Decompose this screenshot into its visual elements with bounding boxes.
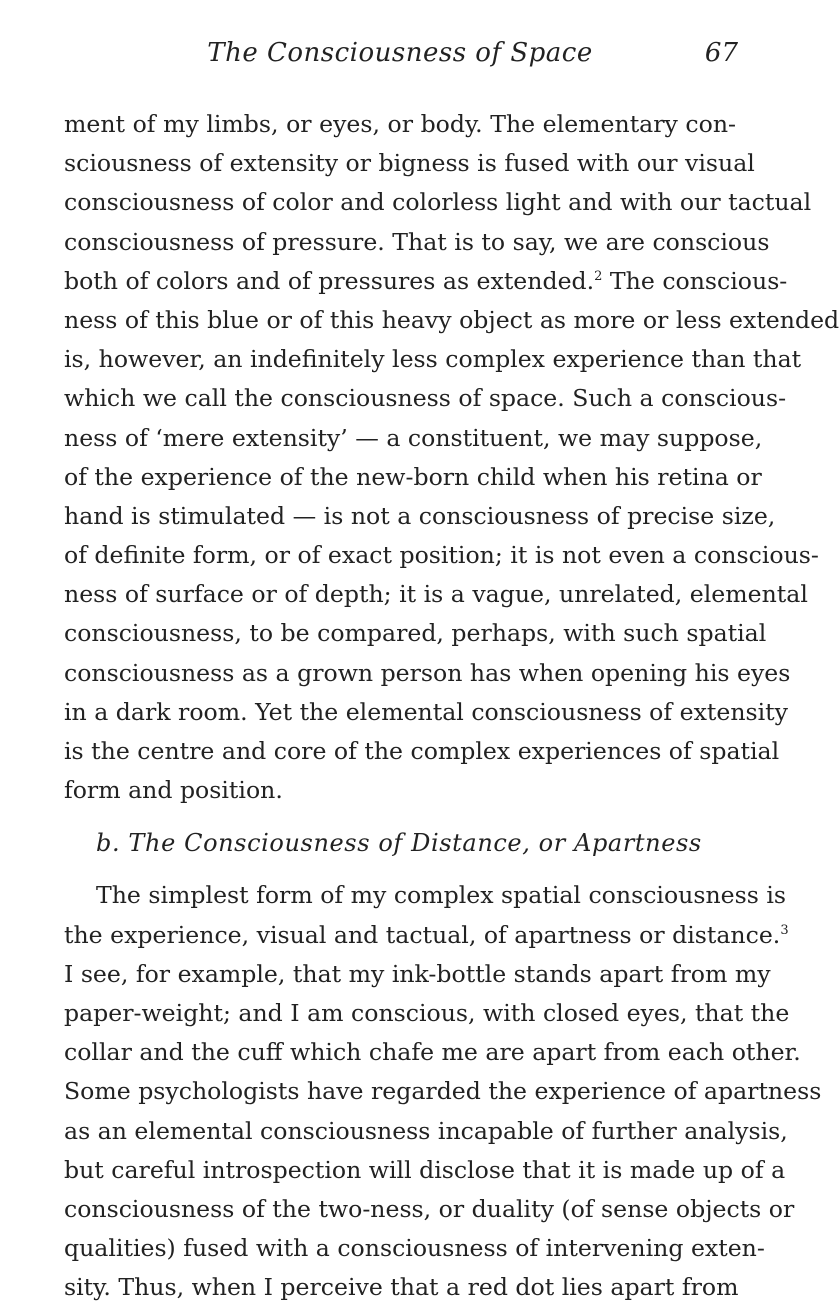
text-line: sciousness of extensity or bigness is fused with our visual: [64, 149, 755, 178]
text-line: paper-weight; and I am conscious, with closed eyes, that the: [64, 998, 790, 1027]
text-line: hand is stimulated — is not a consciousness of precise size,: [64, 501, 776, 530]
page-header: [0, 38, 800, 78]
text-fragment: the experience, visual and tactual, of apartness or distance.: [64, 920, 781, 949]
text-line: which we call the consciousness of space. Such a conscious-: [64, 384, 787, 413]
text-line: in a dark room. Yet the elemental consciousness of extensity: [64, 697, 788, 726]
text-line: is the centre and core of the complex experiences of spatial: [64, 737, 780, 765]
text-line: consciousness of the two-ness, or duality (of sense objects or: [64, 1194, 795, 1223]
text-line: but careful introspection will disclose that it is made up of a: [64, 1155, 786, 1184]
text-line: [64, 262, 788, 301]
paragraph: [64, 105, 839, 810]
text-line: I see, for example, that my ink-bottle stands apart from my: [64, 959, 771, 988]
running-title: The Consciousness of Space: [207, 38, 593, 68]
text-line: consciousness of color and colorless light and with our tactual: [64, 188, 812, 217]
text-line: The simplest form of my complex spatial consciousness is: [96, 881, 786, 910]
text-line: of definite form, or of exact position; it is not even a conscious-: [64, 541, 819, 570]
text-line: ment of my limbs, or eyes, or body. The elementary con-: [64, 110, 736, 138]
text-line: form and position.: [64, 776, 283, 805]
page-number: 67: [704, 38, 738, 68]
text-line: qualities) fused with a consciousness of intervening exten-: [64, 1234, 765, 1263]
body-text: [64, 105, 839, 1307]
text-line: ness of ‘mere extensity’ — a constituent, we may suppose,: [64, 423, 763, 452]
text-line: Some psychologists have regarded the experience of apartness: [64, 1077, 822, 1106]
text-line: as an elemental consciousness incapable of further analysis,: [64, 1116, 788, 1145]
section-subheading: b. The Consciousness of Distance, or Apartness: [96, 829, 702, 858]
text-fragment: both of colors and of pressures as extended.: [64, 266, 595, 295]
text-fragment: The conscious-: [602, 266, 788, 295]
footnote-ref: 3: [780, 922, 789, 938]
text-line: [64, 916, 789, 955]
text-line: sity. Thus, when I perceive that a red dot lies apart from: [64, 1273, 739, 1302]
text-line: ness of this blue or of this heavy object as more or less extended: [64, 305, 839, 334]
text-line: is, however, an indefinitely less complex experience than that: [64, 345, 802, 374]
text-line: ness of surface or of depth; it is a vague, unrelated, elemental: [64, 580, 808, 609]
text-line: consciousness of pressure. That is to say, we are conscious: [64, 227, 770, 256]
text-line: of the experience of the new-born child when his retina or: [64, 462, 762, 491]
paragraph: [64, 876, 822, 1307]
text-line: collar and the cuff which chafe me are apart from each other.: [64, 1038, 801, 1067]
footnote-ref: 2: [594, 268, 603, 284]
text-line: consciousness as a grown person has when opening his eyes: [64, 658, 791, 687]
text-line: consciousness, to be compared, perhaps, with such spatial: [64, 619, 767, 648]
